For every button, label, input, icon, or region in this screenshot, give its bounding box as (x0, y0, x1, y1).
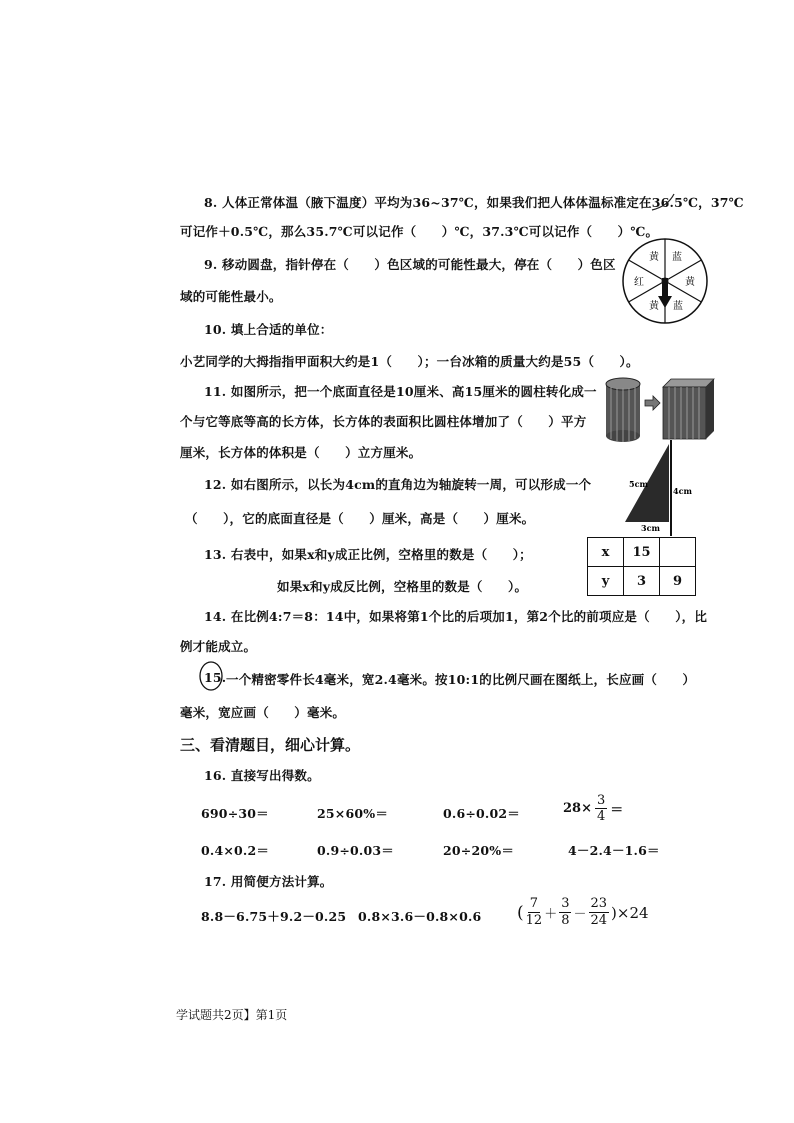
table-cell: 15 (624, 538, 660, 567)
fraction (595, 793, 607, 824)
q13-line1: 13. 右表中，如果x和y成正比例，空格里的数是（ ）； (204, 547, 532, 562)
spinner-label: 蓝 (672, 252, 682, 263)
calc-item: 20÷20%＝ (443, 843, 515, 858)
table-row (588, 538, 696, 567)
cylinder (606, 378, 640, 442)
height-label: 4cm (673, 486, 692, 496)
calc-item: 4－2.4－1.6＝ (568, 843, 660, 858)
fraction-prefix: 28× (563, 801, 592, 816)
spinner-label: 黄 (685, 277, 695, 288)
paren-close: )×24 (611, 903, 649, 922)
right-triangle-figure (615, 440, 695, 536)
spinner-label: 黄 (649, 301, 659, 312)
calc-item: 0.4×0.2＝ (201, 843, 270, 858)
fraction-numerator: 23 (590, 896, 608, 911)
q13-line2: 如果x和y成反比例，空格里的数是（ ）。 (277, 579, 528, 594)
fraction (526, 896, 543, 929)
q14-line1: 14. 在比例4:7＝8：14中，如果将第1个比的后项加1，第2个比的前项应是（ ），比 (204, 609, 708, 624)
calc-item-fraction-expression (517, 896, 649, 929)
page-footer: 学试题共2页】第1页 (176, 1008, 288, 1022)
cylinder-to-cuboid-figure (603, 375, 715, 445)
fraction-denominator: 8 (561, 913, 570, 928)
fraction-suffix: ＝ (610, 803, 624, 818)
q16-title: 16. 直接写出得数。 (204, 768, 320, 783)
fraction (559, 896, 571, 929)
operator: － (573, 907, 587, 922)
spinner-label: 蓝 (673, 301, 683, 312)
fraction-numerator: 3 (596, 793, 606, 808)
q17-title: 17. 用简便方法计算。 (204, 874, 333, 889)
table-cell: y (588, 567, 624, 596)
table-cell-blank (660, 538, 696, 567)
q11-line2: 个与它等底等高的长方体，长方体的表面积比圆柱体增加了（ ）平方 (180, 414, 587, 429)
spinner-label: 红 (634, 277, 644, 288)
operator: ＋ (544, 907, 558, 922)
base-label: 3cm (641, 523, 660, 533)
calc-item: 8.8－6.75＋9.2－0.25 (201, 909, 347, 924)
q8-line1: 8. 人体正常体温（腋下温度）平均为36~37℃，如果我们把人体体温标准定在36.5℃，37℃ (204, 195, 744, 210)
hypotenuse-label: 5cm (629, 479, 648, 489)
table-cell: x (588, 538, 624, 567)
q9-line2: 域的可能性最小。 (180, 289, 282, 304)
paren-open: ( (517, 902, 524, 923)
fraction-numerator: 3 (561, 896, 570, 911)
q11-line1: 11. 如图所示，把一个底面直径是10厘米、高15厘米的圆柱转化成一 (204, 384, 597, 399)
q12-line2: （ ），它的底面直径是（ ）厘米，高是（ ）厘米。 (185, 511, 535, 526)
q15-line1: 一个精密零件长4毫米，宽2.4毫米。按10:1的比例尺画在图纸上，长应画（ ） (226, 672, 696, 687)
cuboid (663, 379, 714, 439)
fraction (589, 896, 610, 929)
fraction-denominator: 12 (525, 913, 543, 928)
arrow-right-icon (645, 396, 660, 410)
q12-line1: 12. 如右图所示，以长为4cm的直角边为轴旋转一周，可以形成一个 (204, 477, 592, 492)
q15-line2: 毫米，宽应画（ ）毫米。 (180, 705, 346, 720)
q10-line1: 10. 填上合适的单位： (204, 322, 333, 337)
q9-line1: 9. 移动圆盘，指针停在（ ）色区域的可能性最大，停在（ ）色区 (204, 257, 616, 272)
spinner-disc (620, 236, 710, 326)
calc-item: 0.8×3.6－0.8×0.6 (358, 909, 482, 924)
q8-line2: 可记作＋0.5℃，那么35.7℃可以记作（ ）℃，37.3℃可以记作（ ）℃。 (180, 224, 659, 239)
calc-item: 690÷30＝ (201, 806, 269, 821)
section-title: 三、看清题目，细心计算。 (180, 736, 361, 754)
fraction-denominator: 24 (590, 913, 608, 928)
q10-line2: 小艺同学的大拇指指甲面积大约是1（ ）；一台冰箱的质量大约是55（ ）。 (180, 354, 639, 369)
fraction-denominator: 4 (596, 809, 606, 824)
q15-number: 15. (204, 670, 227, 685)
calc-item-fraction (563, 793, 623, 824)
calc-item: 0.6÷0.02＝ (443, 806, 520, 821)
calc-item: 0.9÷0.03＝ (317, 843, 394, 858)
spinner-label: 黄 (649, 252, 659, 263)
xy-table (587, 537, 696, 596)
fraction-numerator: 7 (529, 896, 539, 911)
table-cell: 3 (624, 567, 660, 596)
table-row (588, 567, 696, 596)
table-cell: 9 (660, 567, 696, 596)
calc-item: 25×60%＝ (317, 806, 389, 821)
q14-line2: 例才能成立。 (180, 639, 257, 654)
hand-mark (650, 190, 680, 214)
q11-line3: 厘米，长方体的体积是（ ）立方厘米。 (180, 445, 422, 460)
